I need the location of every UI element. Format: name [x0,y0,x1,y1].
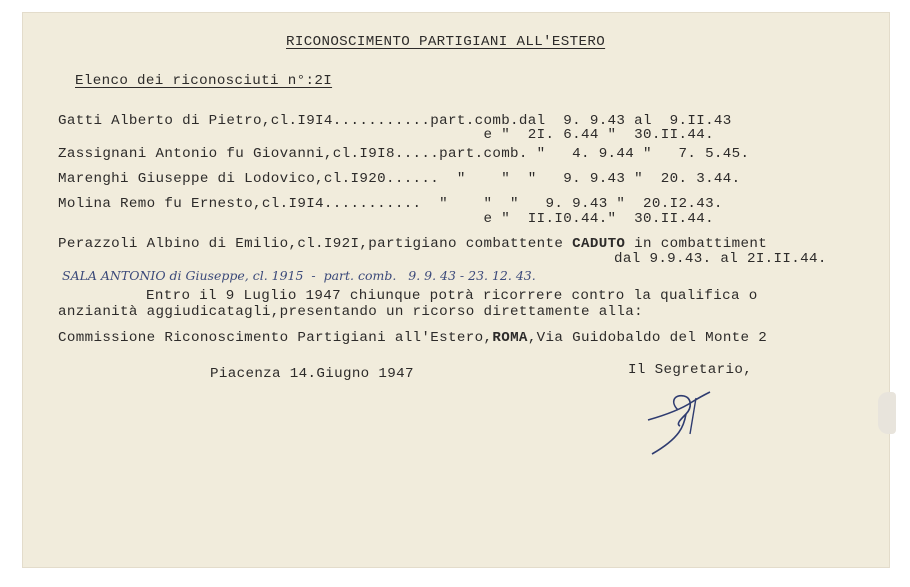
commission-address: Commissione Riconoscimento Partigiani all'Estero,ROMA,Via Guidobaldo del Monte 2 [58,330,768,346]
entry-marenghi: Marenghi Giuseppe di Lodovico,cl.I920...... " " " 9. 9.43 " 20. 3.44. [58,171,741,187]
handwritten-entry-sala: SALA ANTONIO di Giuseppe, cl. 1915 - part. comb. 9. 9. 43 - 23. 12. 43. [62,268,536,283]
paper-tear [878,392,896,434]
list-heading: Elenco dei riconosciuti n°:2I [75,73,333,89]
notice-line-2: anzianità aggiudicatagli,presentando un ricorso direttamente alla: [58,304,644,320]
signatory-title: Il Segretario, [628,362,753,378]
place-date: Piacenza 14.Giugno 1947 [210,366,414,382]
entry-molina: Molina Remo fu Ernesto,cl.I9I4........... " " " 9. 9.43 " 20.I2.43. [58,196,723,212]
entry-gatti: Gatti Alberto di Pietro,cl.I9I4...........part.comb.dal 9. 9.43 al 9.II.43 [58,113,732,129]
document-title: RICONOSCIMENTO PARTIGIANI ALL'ESTERO [286,34,606,50]
fallen-entry-dates: dal 9.9.43. al 2I.II.44. [614,251,827,267]
notice-line-1: Entro il 9 Luglio 1947 chiunque potrà ricorrere contro la qualifica o [146,288,758,304]
signature-mark [640,380,730,460]
fallen-entry-perazzoli: Perazzoli Albino di Emilio,cl.I92I,partigiano combattente CADUTO in combattiment [58,236,768,252]
entry-molina-continued: e " II.I0.44." 30.II.44. [58,211,714,227]
entry-zassignani: Zassignani Antonio fu Giovanni,cl.I9I8.....part.comb. " 4. 9.44 " 7. 5.45. [58,146,750,162]
entry-gatti-continued: e " 2I. 6.44 " 30.II.44. [58,127,714,143]
